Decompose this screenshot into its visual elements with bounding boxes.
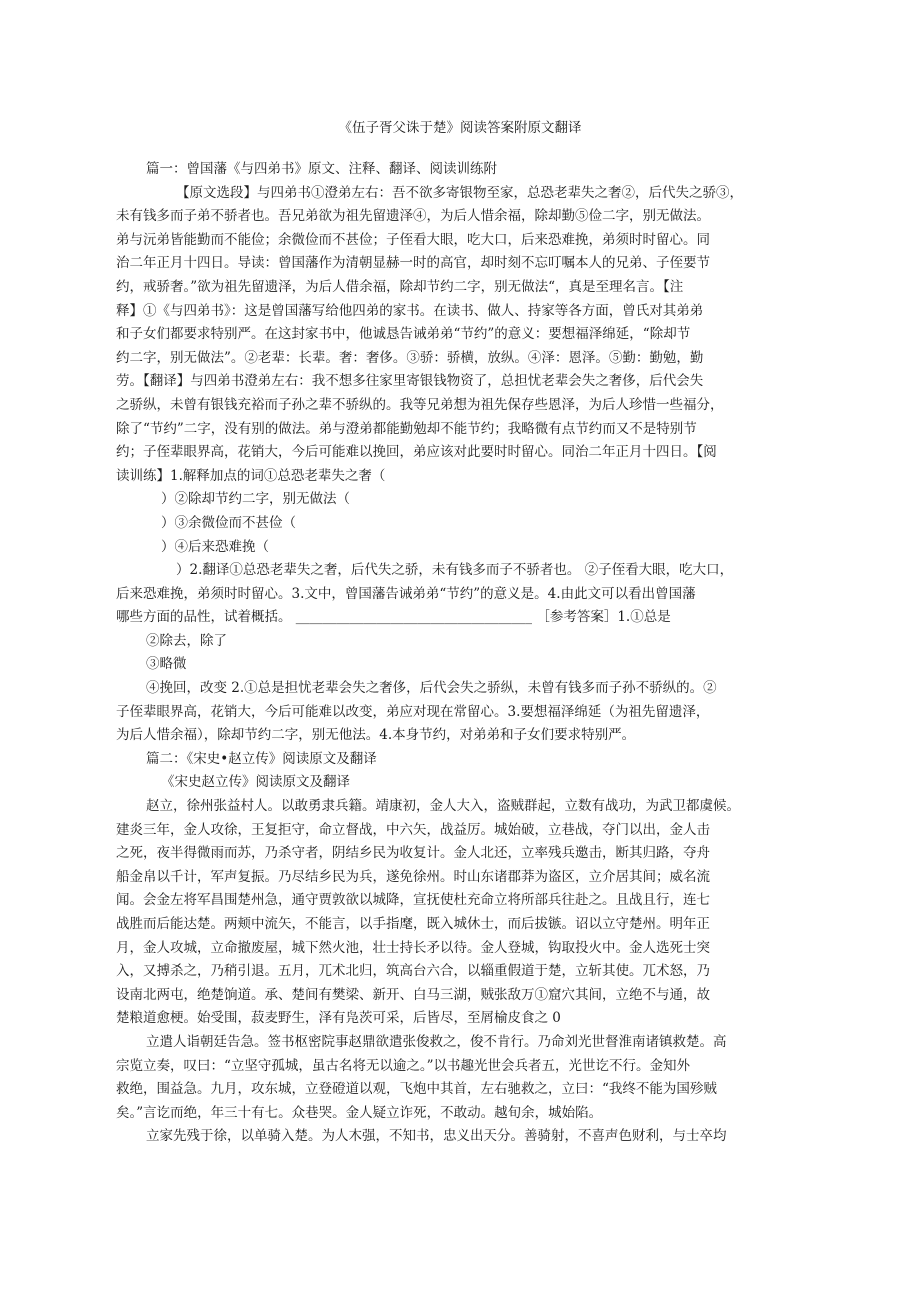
text-line: 设南北两屯，绝楚饷道。承、楚间有樊梁、新开、白马三湖，贼张敌万①窟穴其间，立绝不与通，故	[116, 986, 710, 1003]
text-line: 弟与沅弟皆能勤而不能俭；余微俭而不甚俭；子侄看大眼，吃大口，后来恐难挽，弟须时时留心。同	[116, 231, 710, 248]
text-line: 释】①《与四弟书》：这是曾国藩写给他四弟的家书。在读书、做人、持家等各方面，曾氏对其弟弟	[116, 302, 704, 319]
text-line: ）④后来恐难挽（	[161, 538, 269, 555]
text-line: 和子女们都要求特别严。在这封家书中，他诚恳告诫弟弟“节约”的意义：要想福泽绵延，“除却节	[116, 326, 691, 343]
text-line: 治二年正月十四日。导读：曾国藩作为清朝显赫一时的高官，却时刻不忘叮嘱本人的兄弟、子侄要节	[116, 255, 710, 272]
text-line: 建炎三年，金人攻徐，王复拒守，命立督战，中六矢，战益厉。城始破，立巷战，夺门以出，金人击	[116, 821, 710, 838]
text-line: 宗览立奏，叹曰：“立坚守孤城，虽古名将无以逾之。”以书趣光世会兵者五，光世讫不行。金知外	[116, 1057, 691, 1074]
text-line: 立家先残于徐，以单骑入楚。为人木强，不知书，忠义出天分。善骑射，不喜声色财利，与士卒均	[146, 1128, 727, 1145]
text-line: 救绝，围益急。九月，攻东城，立登磴道以观，飞炮中其首，左右驰救之，立曰：“我终不能为国殄贼	[116, 1081, 717, 1098]
text-line: ）2.翻译①总恐老辈失之奢，后代失之骄，未有钱多而子不骄者也。 ②子侄看大眼，吃大口，	[176, 562, 734, 579]
text-line: 矣。”言讫而绝，年三十有七。众巷哭。金人疑立诈死，不敢动。越旬余，城始陷。	[116, 1104, 603, 1121]
text-line: 赵立，徐州张益村人。以敢勇隶兵籍。靖康初，金人大入，盗贼群起，立数有战功，为武卫都虞候。	[146, 798, 740, 815]
text-line: 哪些方面的品性，试着概括。 ___________________________________ ［参考答案］1.①总是	[116, 609, 671, 626]
text-line: 船金帛以千计，军声复振。乃尽结乡民为兵，遂免徐州。时山东诸郡莽为盗区，立介居其间；威名流	[116, 868, 710, 885]
text-line: 月，金人攻城，立命撤废屋，城下然火池，壮士持长矛以待。金人登城，钩取投火中。金人选死士突	[116, 939, 710, 956]
text-line: 篇二：《宋史•赵立传》阅读原文及翻译	[146, 750, 377, 767]
text-line: 立遣人诣朝廷告急。签书枢密院事赵鼎欲遣张俊救之，俊不肯行。乃命刘光世督淮南诸镇救楚。高	[146, 1033, 727, 1050]
text-line: 读训练】1.解释加点的词①总恐老辈失之奢（	[116, 467, 386, 484]
text-line: 篇一：曾国藩《与四弟书》原文、注释、翻译、阅读训练附	[146, 161, 497, 177]
document-body	[116, 158, 798, 1149]
text-line: 为后人惜余福），除却节约二字，别无他法。4.本身节约，对弟弟和子女们要求特别严。	[116, 727, 636, 744]
text-line: 之骄纵，未曾有银钱充裕而子孙之辈不骄纵的。我等兄弟想为祖先保存些恩泽，为后人珍惜一些福分，	[116, 396, 724, 413]
text-line: 闻。会金左将军昌围楚州急，通守贾敦欲以城降，宣抚使杜充命立将所部兵往赴之。且战且行，连七	[116, 892, 710, 909]
text-line: 劳。【翻译】与四弟书澄弟左右：我不想多往家里寄银钱物资了，总担忧老辈会失之奢侈，后代会失	[116, 373, 704, 390]
text-line: 约二字，别无做法”。②老辈：长辈。奢：奢侈。③骄：骄横，放纵。④泽：恩泽。⑤勤：勤勉，勤	[116, 349, 704, 366]
text-line: 楚粮道愈梗。始受围，菽麦野生，泽有凫茨可采，后皆尽，至屑榆皮食之 0	[116, 1010, 561, 1027]
text-line: ②除去，除了	[146, 632, 227, 649]
text-line: 除了“节约”二字，没有别的做法。弟与澄弟都能勤勉却不能节约；我略微有点节约而又不是特别节	[116, 420, 697, 437]
document-title: 《伍子胥父诛于楚》阅读答案附原文翻译	[338, 120, 582, 136]
text-line: ）③余微俭而不甚俭（	[161, 514, 296, 531]
text-line: 【原文选段】与四弟书①澄弟左右：吾不欲多寄银物至家，总恐老辈失之奢②，后代失之骄③，	[176, 184, 743, 201]
text-line: 未有钱多而子弟不骄者也。吾兄弟欲为祖先留遗泽④，为后人惜余福，除却勤⑤俭二字，别无做法。	[116, 208, 710, 225]
text-line: 后来恐难挽，弟须时时留心。3.文中，曾国藩告诫弟弟“节约”的意义是。4.由此文可以看出曾国藩	[116, 585, 696, 602]
text-line: ）②除却节约二字，别无做法（	[161, 491, 350, 508]
text-line: 约，戒骄奢。”欲为祖先留遗泽，为后人借余福，除却节约二字，别无做法“，真是至理名言。【注	[116, 278, 684, 295]
text-line: 子侄辈眼界高，花销大，今后可能难以改变，弟应对现在常留心。3.要想福泽绵延（为祖先留遗泽，	[116, 703, 710, 720]
text-line: 约；子侄辈眼界高，花销大，今后可能难以挽回，弟应该对此要时时留心。同治二年正月十四日。【阅	[116, 444, 717, 461]
text-line: 之死，夜半得微雨而苏，乃杀守者，阴结乡民为收复计。金人北还，立率残兵邀击，断其归路，夺舟	[116, 845, 710, 862]
text-line: 入，又搏杀之，乃稍引退。五月，兀术北归，筑高台六合，以辎重假道于楚，立斩其使。兀术怒，乃	[116, 963, 710, 980]
text-line: ④挽回，改变 2.①总是担忧老辈会失之奢侈，后代会失之骄纵，未曾有钱多而子孙不骄纵的。②	[146, 680, 717, 697]
text-line: ③略微	[146, 656, 187, 673]
text-line: 战胜而后能达楚。两颊中流矢，不能言，以手指麾，既入城休士，而后拔镞。诏以立守楚州。明年正	[116, 916, 710, 932]
text-line: 《宋史赵立传》阅读原文及翻译	[161, 774, 350, 791]
